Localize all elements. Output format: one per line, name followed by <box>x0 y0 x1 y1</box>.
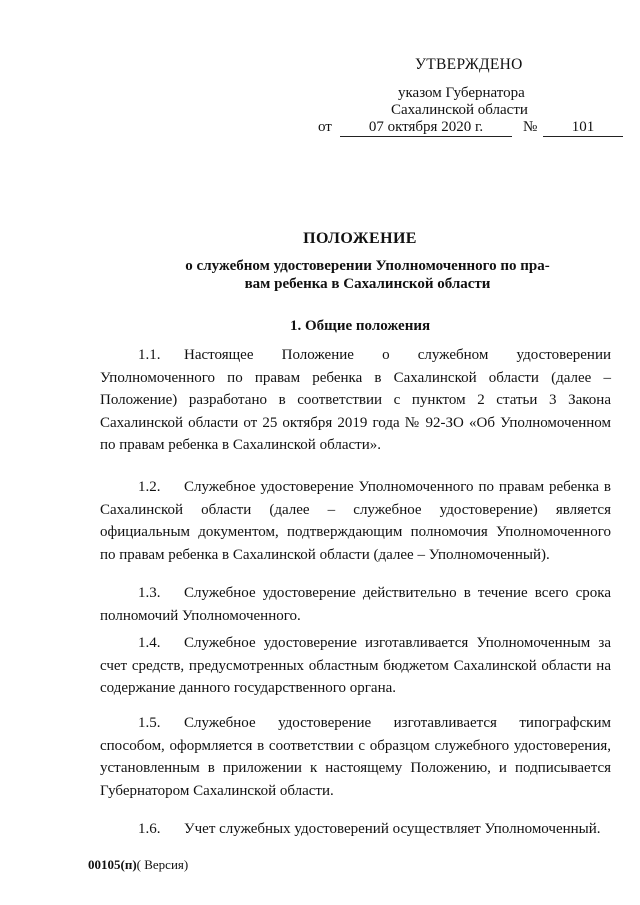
document-subtitle-line-2: вам ребенка в Сахалинской области <box>244 276 491 292</box>
decree-date-row <box>318 119 628 139</box>
document-footer <box>88 857 188 873</box>
paragraph-1-1 <box>100 344 611 457</box>
paragraph-1-5 <box>100 712 611 802</box>
approved-label: УТВЕРЖДЕНО <box>415 56 523 73</box>
paragraph-text: Служебное удостоверение изготавливается типографским способом, оформляется в соответствии с образцом служебного удостоверения, установленным в приложении к настоящему Положению, и подписывается Губернатором Сахалинской области. <box>100 715 611 799</box>
decree-number: 101 <box>543 119 623 137</box>
paragraph-number: 1.4. <box>138 635 161 651</box>
decree-date: 07 октября 2020 г. <box>340 119 512 137</box>
paragraph-text: Настоящее Положение о служебном удостоверении Уполномоченного по правам ребенка в Сахалинской области (далее – Положение) разработано в соответствии с пунктом 2 статьи 3 Закона Сахалинской области от 25 октября 2019 года № 92-ЗО «Об Уполномоченном по правам ребенка в Сахалинской области». <box>100 347 611 453</box>
decree-line-2: Сахалинской области <box>391 102 528 118</box>
number-sign: № <box>523 119 538 135</box>
document-code: 00105(п) <box>88 857 137 872</box>
decree-line-1: указом Губернатора <box>398 85 525 101</box>
section-heading: 1. Общие положения <box>290 318 431 334</box>
paragraph-text: Служебное удостоверение изготавливается Уполномоченным за счет средств, предусмотренных областным бюджетом Сахалинской области на содержание данного государственного органа. <box>100 635 611 696</box>
paragraph-number: 1.2. <box>138 479 161 495</box>
paragraph-1-6 <box>100 818 611 841</box>
paragraph-text: Служебное удостоверение действительно в течение всего срока полномочий Уполномоченного. <box>100 585 611 624</box>
paragraph-1-4 <box>100 632 611 700</box>
paragraph-text: Служебное удостоверение Уполномоченного по правам ребенка в Сахалинской области (далее – служебное удостоверение) является официальным документом, подтверждающим полномочия Уполномоченного по правам ребенка в Сахалинской области (далее – Уполномоченный). <box>100 479 611 563</box>
paragraph-number: 1.5. <box>138 715 161 731</box>
paragraph-1-2 <box>100 476 611 566</box>
document-version: ( Версия) <box>136 857 189 872</box>
paragraph-number: 1.6. <box>138 821 161 837</box>
document-title: ПОЛОЖЕНИЕ <box>303 230 417 247</box>
document-subtitle-line-1: о служебном удостоверении Уполномоченного по пра- <box>185 258 550 274</box>
paragraph-number: 1.1. <box>138 347 161 363</box>
paragraph-1-3 <box>100 582 611 627</box>
paragraph-number: 1.3. <box>138 585 161 601</box>
paragraph-text: Учет служебных удостоверений осуществляет Уполномоченный. <box>184 821 601 837</box>
from-label: от <box>318 119 332 135</box>
